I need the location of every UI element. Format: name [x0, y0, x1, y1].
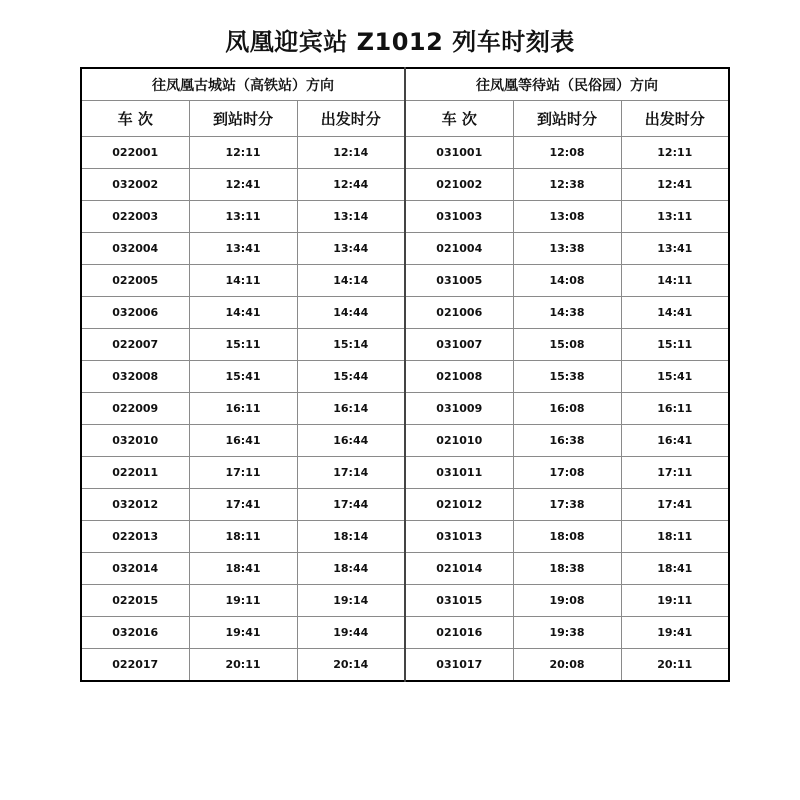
right-arrive-time: 19:38 — [513, 617, 621, 649]
right-depart-time: 20:11 — [621, 649, 729, 682]
left-depart-time: 17:44 — [297, 489, 405, 521]
left-arrive-time: 12:41 — [189, 169, 297, 201]
right-train-no: 021014 — [405, 553, 513, 585]
table-row — [81, 553, 729, 585]
left-train-no: 022001 — [81, 137, 189, 169]
left-arrive-time: 14:11 — [189, 265, 297, 297]
table-row — [81, 649, 729, 682]
left-depart-time: 15:14 — [297, 329, 405, 361]
right-train-no: 031017 — [405, 649, 513, 682]
right-depart-time: 12:11 — [621, 137, 729, 169]
left-arrive-time: 15:11 — [189, 329, 297, 361]
left-train-no: 032008 — [81, 361, 189, 393]
left-depart-time: 18:14 — [297, 521, 405, 553]
left-arrive-time: 19:11 — [189, 585, 297, 617]
right-depart-time: 12:41 — [621, 169, 729, 201]
left-depart-time: 16:14 — [297, 393, 405, 425]
left-train-no: 022011 — [81, 457, 189, 489]
right-depart-time: 14:41 — [621, 297, 729, 329]
right-train-no: 021010 — [405, 425, 513, 457]
page-title: 凤凰迎宾站 Z1012 列车时刻表 — [225, 28, 575, 56]
left-train-no: 032016 — [81, 617, 189, 649]
table-row — [81, 361, 729, 393]
left-arrive-time: 18:41 — [189, 553, 297, 585]
table-row — [81, 137, 729, 169]
right-train-no: 021016 — [405, 617, 513, 649]
right-depart-time: 19:11 — [621, 585, 729, 617]
right-train-no: 031015 — [405, 585, 513, 617]
table-row — [81, 265, 729, 297]
left-depart-time: 12:44 — [297, 169, 405, 201]
right-depart-time: 16:41 — [621, 425, 729, 457]
right-depart-time: 16:11 — [621, 393, 729, 425]
right-arrive-time: 17:38 — [513, 489, 621, 521]
left-depart-time: 14:44 — [297, 297, 405, 329]
right-arrive-time: 14:08 — [513, 265, 621, 297]
left-train-no: 022015 — [81, 585, 189, 617]
right-arrive-time: 16:08 — [513, 393, 621, 425]
left-depart-time: 15:44 — [297, 361, 405, 393]
left-train-no: 022007 — [81, 329, 189, 361]
direction-right-header: 往凤凰等待站（民俗园）方向 — [405, 68, 729, 101]
left-train-no: 022009 — [81, 393, 189, 425]
right-depart-time: 13:11 — [621, 201, 729, 233]
right-train-no: 031013 — [405, 521, 513, 553]
right-arrive-time: 17:08 — [513, 457, 621, 489]
left-arrive-time: 15:41 — [189, 361, 297, 393]
left-depart-time: 18:44 — [297, 553, 405, 585]
right-train-no: 031003 — [405, 201, 513, 233]
left-arrive-time: 20:11 — [189, 649, 297, 682]
right-train-no: 031011 — [405, 457, 513, 489]
left-arrive-time: 12:11 — [189, 137, 297, 169]
right-arrive-time: 20:08 — [513, 649, 621, 682]
right-depart-time: 15:41 — [621, 361, 729, 393]
right-arrive-time: 12:08 — [513, 137, 621, 169]
table-row — [81, 617, 729, 649]
left-train-no: 022013 — [81, 521, 189, 553]
left-arrive-time: 17:41 — [189, 489, 297, 521]
left-depart-time: 14:14 — [297, 265, 405, 297]
left-train-no: 022005 — [81, 265, 189, 297]
right-train-no: 021006 — [405, 297, 513, 329]
right-arrive-time: 18:08 — [513, 521, 621, 553]
right-train-no: 021002 — [405, 169, 513, 201]
left-train-no: 032014 — [81, 553, 189, 585]
right-arrive-time: 16:38 — [513, 425, 621, 457]
right-train-no: 031007 — [405, 329, 513, 361]
right-depart-time: 17:11 — [621, 457, 729, 489]
table-row — [81, 425, 729, 457]
right-train-no: 031001 — [405, 137, 513, 169]
timetable-body — [81, 137, 729, 682]
left-arrive-time: 18:11 — [189, 521, 297, 553]
right-train-no: 021012 — [405, 489, 513, 521]
left-train-no: 032012 — [81, 489, 189, 521]
right-arrive-time: 15:38 — [513, 361, 621, 393]
right-arrive-time: 19:08 — [513, 585, 621, 617]
right-depart-time: 19:41 — [621, 617, 729, 649]
left-arrive-time: 17:11 — [189, 457, 297, 489]
left-depart-time: 19:14 — [297, 585, 405, 617]
right-train-no: 031009 — [405, 393, 513, 425]
table-row — [81, 201, 729, 233]
column-header-row — [81, 101, 729, 137]
right-arrive-time: 12:38 — [513, 169, 621, 201]
right-arrive-time: 13:38 — [513, 233, 621, 265]
col-train-no-right: 车 次 — [405, 101, 513, 137]
left-train-no: 032006 — [81, 297, 189, 329]
left-depart-time: 12:14 — [297, 137, 405, 169]
table-row — [81, 329, 729, 361]
direction-left-header: 往凤凰古城站（高铁站）方向 — [81, 68, 405, 101]
table-row — [81, 169, 729, 201]
table-row — [81, 233, 729, 265]
table-row — [81, 457, 729, 489]
left-arrive-time: 13:11 — [189, 201, 297, 233]
timetable — [80, 67, 730, 682]
left-arrive-time: 14:41 — [189, 297, 297, 329]
table-row — [81, 521, 729, 553]
col-arrive-right: 到站时分 — [513, 101, 621, 137]
left-arrive-time: 13:41 — [189, 233, 297, 265]
left-depart-time: 13:14 — [297, 201, 405, 233]
left-depart-time: 20:14 — [297, 649, 405, 682]
right-arrive-time: 18:38 — [513, 553, 621, 585]
table-row — [81, 393, 729, 425]
left-arrive-time: 19:41 — [189, 617, 297, 649]
right-depart-time: 17:41 — [621, 489, 729, 521]
right-depart-time: 14:11 — [621, 265, 729, 297]
right-arrive-time: 15:08 — [513, 329, 621, 361]
table-row — [81, 585, 729, 617]
left-arrive-time: 16:11 — [189, 393, 297, 425]
table-row — [81, 297, 729, 329]
left-depart-time: 13:44 — [297, 233, 405, 265]
col-arrive-left: 到站时分 — [189, 101, 297, 137]
right-train-no: 021008 — [405, 361, 513, 393]
direction-row — [81, 68, 729, 101]
left-train-no: 022003 — [81, 201, 189, 233]
left-train-no: 022017 — [81, 649, 189, 682]
left-depart-time: 17:14 — [297, 457, 405, 489]
col-depart-right: 出发时分 — [621, 101, 729, 137]
left-train-no: 032010 — [81, 425, 189, 457]
right-train-no: 021004 — [405, 233, 513, 265]
left-train-no: 032002 — [81, 169, 189, 201]
left-train-no: 032004 — [81, 233, 189, 265]
right-arrive-time: 14:38 — [513, 297, 621, 329]
right-train-no: 031005 — [405, 265, 513, 297]
right-depart-time: 13:41 — [621, 233, 729, 265]
left-depart-time: 19:44 — [297, 617, 405, 649]
right-depart-time: 18:41 — [621, 553, 729, 585]
right-depart-time: 15:11 — [621, 329, 729, 361]
left-arrive-time: 16:41 — [189, 425, 297, 457]
left-depart-time: 16:44 — [297, 425, 405, 457]
right-arrive-time: 13:08 — [513, 201, 621, 233]
right-depart-time: 18:11 — [621, 521, 729, 553]
col-depart-left: 出发时分 — [297, 101, 405, 137]
col-train-no-left: 车 次 — [81, 101, 189, 137]
table-row — [81, 489, 729, 521]
